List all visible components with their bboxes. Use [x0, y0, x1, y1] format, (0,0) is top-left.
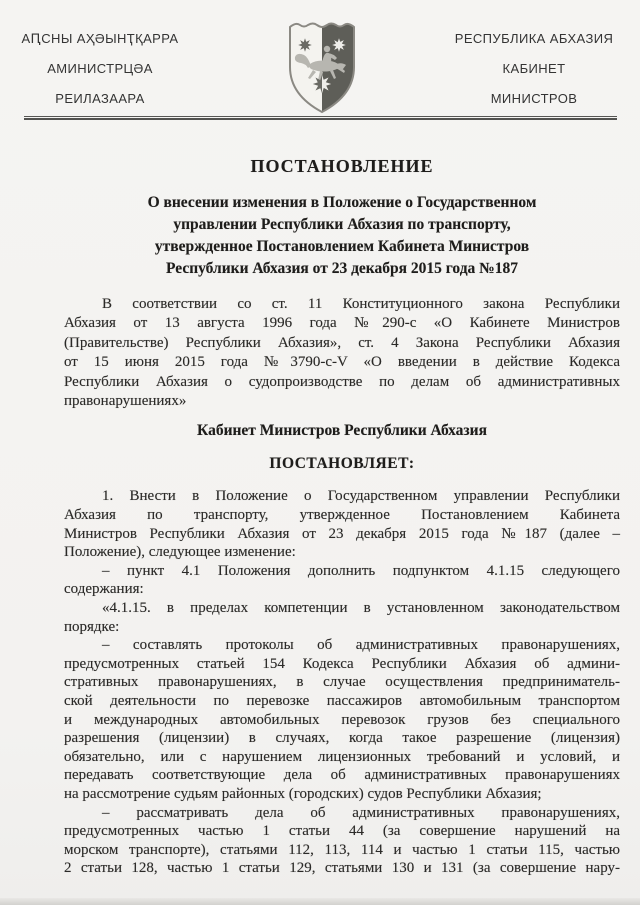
text-line: – пункт 4.1 Положения дополнить подпунктом 4.1.15 следующего	[102, 562, 620, 579]
body-paragraph-3	[64, 599, 620, 636]
text-line: (Правительстве) Республики Абхазия», ст. 4 Закона Республики Абхазия	[64, 334, 620, 351]
text-line: разрешения (лицензии) в случаях, когда такое разрешение (лицензия)	[64, 730, 620, 747]
body-paragraph-1	[64, 487, 620, 561]
text-line: морском транспорте), статьями 112, 113, 114 и частью 1 статьи 115, частью	[64, 841, 620, 858]
text-line: «4.1.15. в пределах компетенции в установленном законодательством	[102, 600, 620, 616]
text-line: 2 статьи 128, частью 1 статьи 129, статьями 130 и 131 (за совершение нару-	[64, 860, 620, 877]
letterhead	[0, 0, 640, 124]
document-title: ПОСТАНОВЛЕНИЕ	[250, 156, 434, 176]
body-paragraph-4	[64, 636, 620, 803]
letterhead-left-line: АМИНИСТРЦӘА	[47, 61, 153, 76]
letterhead-right-line: РЕСПУБЛИКА АБХАЗИЯ	[454, 31, 614, 46]
text-line: от 15 июня 2015 года №3790-с-V «О введении в действие Кодекса	[64, 354, 620, 371]
letterhead-left-line: АԤСНЫ АҲӘЫНҬҚАРРА	[21, 31, 179, 46]
text-line: на рассмотрение судьям районных (городских) судов Республики Абхазия;	[64, 785, 542, 802]
text-line: предусмотренных статьей 154 Кодекса Республики Абхазия об админи-	[64, 655, 620, 672]
text-line: правонарушениях»	[64, 393, 187, 410]
letterhead-left-line: РЕИЛАЗААРА	[55, 91, 145, 106]
subtitle-line: О внесении изменения в Положение о Государственном	[147, 194, 537, 211]
subtitle-line: утвержденное Постановлением Кабинета Министров	[154, 238, 530, 255]
text-line: содержания:	[64, 581, 144, 598]
letterhead-right-line: МИНИСТРОВ	[490, 91, 578, 106]
text-line: Абхазия по транспорту, утвержденное Постановлением Кабинета	[64, 507, 620, 524]
text-line: Положение), следующее изменение:	[64, 544, 296, 561]
subtitle-line: Республики Абхазия от 23 декабря 2015 года №187	[165, 260, 519, 277]
abkhazia-coat-of-arms-icon	[286, 19, 358, 116]
letterhead-right-column	[434, 24, 634, 114]
text-line: передавать соответствующие дела об административных правонарушениях	[64, 767, 620, 784]
text-line: В соответствии со ст. 11 Конституционного закона Республики	[102, 296, 620, 312]
text-line: ской деятельности по перевозке пассажиров автомобильным транспортом	[64, 692, 620, 709]
scan-bottom-edge	[0, 898, 640, 905]
preamble-paragraph	[64, 295, 620, 411]
text-line: предусмотренных частью 1 статьи 44 (за совершение нарушений на	[64, 823, 620, 840]
text-line: порядке:	[64, 618, 120, 635]
body-paragraph-5	[64, 804, 620, 878]
decree-word-heading: ПОСТАНОВЛЯЕТ:	[269, 455, 415, 473]
document-subtitle	[64, 192, 620, 280]
letterhead-right-line: КАБИНЕТ	[502, 61, 566, 76]
subtitle-line: управлении Республики Абхазия по транспорту,	[173, 216, 511, 233]
text-line: обязательно, или с нарушением лицензионных требований и условий, и	[64, 748, 620, 765]
text-line: Министров Республики Абхазия от 23 декабря 2015 года №187 (далее –	[64, 525, 620, 542]
letterhead-left-column	[0, 24, 200, 114]
decree-document	[64, 124, 620, 878]
body-paragraph-2	[64, 562, 620, 599]
text-line: Республики Абхазия о судопроизводстве по делам об административных	[64, 373, 620, 390]
letterhead-divider-double-rule	[24, 116, 617, 120]
text-line: – рассматривать дела об административных правонарушениях,	[102, 804, 620, 821]
text-line: и международных автомобильных перевозок грузов без специального	[64, 711, 620, 728]
text-line: стративных правонарушениях, в случае осуществления предприниматель-	[64, 674, 620, 691]
authority-heading: Кабинет Министров Республики Абхазия	[197, 422, 487, 440]
text-line: Абхазия от 13 августа 1996 года №290-с «О Кабинете Министров	[64, 315, 620, 332]
text-line: – составлять протоколы об административных правонарушениях,	[102, 637, 620, 654]
text-line: 1. Внести в Положение о Государственном управлении Республики	[102, 488, 620, 505]
